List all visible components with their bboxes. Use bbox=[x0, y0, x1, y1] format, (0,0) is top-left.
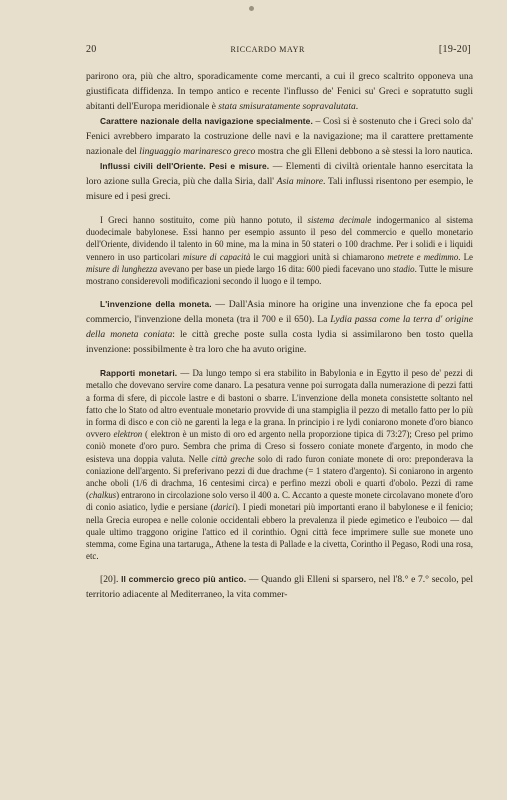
paragraph-moneta: L'invenzione della moneta. — Dall'Asia minore ha origine una invenzione che fa epoca pel commercio, l'invenzione della moneta (tra il 700 e il 650). La Lydia passa come la terra d' origine della moneta coniata: le città greche poste sulla costa lydia si assimilarono ben tosto quella invenzione: possibilmente è tra loro che ha avuto origine. bbox=[86, 299, 474, 356]
section-heading: L'invenzione della moneta. bbox=[100, 299, 212, 310]
paragraph-fenici-influsso: parirono ora, più che altro, sporadicamente come mercanti, a cui il greco scaltrito opponeva una giustificata diffidenza. In tempo antico e recente l'influsso de' Fenici su' Greci e sopratutto sugli abitanti dell'Europa meridionale è stata smisuratamente sopravalutata. bbox=[86, 71, 473, 112]
paragraph-commercio-greco: [20]. Il commercio greco più antico. — Quando gli Elleni si sparsero, nel l'8.° e 7.° secolo, pel territorio adiacente al Mediterraneo, la vita commer- bbox=[86, 574, 473, 601]
fold-mark bbox=[249, 6, 254, 11]
paragraph-rapporti-monetari: Rapporti monetari. — Da lungo tempo si era stabilito in Babylonia e in Egytto il peso de' pezzi di metallo che dovevano servire come danaro. La pesatura venne poi surrogata dalla numerazione di pezzi fatti a forma di sfere, di piccole lastre e di bastoni o sbarre. L'invenzione della moneta consistette soltanto nel fatto che lo Stato od altro eventuale monetario provvide di una stampiglia il pezzo di metallo fatto per lo più in forma di disco e con ciò ne garentì la lega e la grana. In principio i re lydi coniarono monete d'oro bianco ovvero elektron ( elektron è un misto di oro ed argento nella proporzione tipica di 73:27); Creso pel primo coniò monete d'oro puro. Sembra che prima di Creso si fossero coniate monete d'argento, in modo che esisteva una doppia valuta. Nelle città greche solo di rado furon coniate monete di oro: preponderava la coniazione dell'argento. Si preferivano pezzi di due drachme (= 1 statero d'argento). Si coniarono in argento anche oboli (1/6 di drachma, 16 centesimi circa) e perfino mezzi oboli e quarti d'obolo. Pezzi di rame (chalkus) entrarono in circolazione solo verso il 400 a. C. Accanto a queste monete circolavano monete d'oro di conio asiatico, lydie e persiane (darici). I piedi monetari più importanti erano il babylonese e il fenicio; nella Grecia europea e nelle colonie occidentali ebbero la prevalenza il piede egimetico e l'euboico — dal quale ultimo traggono origine l'attico ed il corinthio. Ogni città fece imprimere sulle sue monete uno stemma, come Egina una tartaruga,, Athene la testa di Pallade e la civetta, Corintho il Pegaso, Rodi una rosa, etc. bbox=[86, 368, 474, 562]
section-heading: Rapporti monetari. bbox=[100, 368, 178, 379]
paragraph-misure: I Greci hanno sostituito, come più hanno potuto, il sistema decimale indogermanico al sistema duodecimale babylonese. Essi hanno per esempio assunto il peso del commercio e quello monetario dell'Oriente, dividendo il talento in 60 mine, ma la mina in 50 stateri o 100 drachme. Per i solidi e i liquidi vennero in uso particolari misure di capacità le cui maggiori unità si chiamarono metrete e medimmo. Le misure di lunghezza avevano per base un piede largo 16 dita: 600 piedi facevano uno stadio. Tutte le misure mostrano considerevoli modificazioni secondo il luogo e il tempo. bbox=[86, 215, 473, 287]
section-heading: Il commercio greco più antico. bbox=[118, 574, 247, 585]
page-number: 20 bbox=[86, 44, 97, 55]
section-heading: Carattere nazionale della navigazione specialmente. bbox=[100, 116, 313, 126]
running-title: RICCARDO MAYR bbox=[230, 45, 305, 54]
section-heading: Influssi civili dell'Oriente. Pesi e misure. bbox=[100, 161, 270, 171]
paragraph-navigazione: Carattere nazionale della navigazione specialmente. – Così si è sostenuto che i Greci solo da' Fenici avrebbero imparato la costruzione delle navi e la navigazione; ma il carattere prettamente nazionale del linguaggio marinaresco greco mostra che gli Elleni debbono a sè stessi la loro nautica. bbox=[86, 116, 473, 157]
section-marker: [20]. bbox=[100, 574, 119, 586]
section-range: [19-20] bbox=[438, 44, 471, 55]
page-header bbox=[86, 44, 473, 55]
paragraph-influssi-oriente: Influssi civili dell'Oriente. Pesi e misure. — Elementi di civiltà orientale hanno esercitata la loro azione sulla Grecia, più che dalla Siria, dall' Asia minore. Tali influssi risentono per esempio, le misure ed i pesi greci. bbox=[86, 161, 474, 202]
